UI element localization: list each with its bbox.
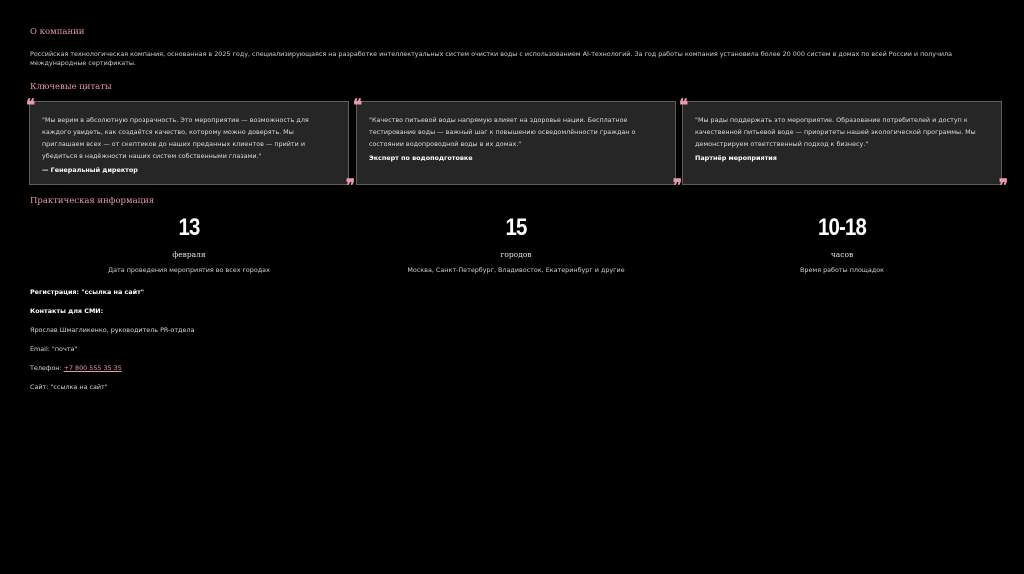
quote-author: Эксперт по водоподготовке (369, 154, 473, 162)
quote-card (26, 96, 355, 196)
registration-line: Регистрация: "ссылка на сайт" (30, 288, 145, 296)
stat-unit: городов (500, 250, 532, 259)
open-quote-icon: ❝ (353, 96, 363, 116)
stat-unit: февраля (172, 250, 206, 259)
stat-date (29, 213, 349, 274)
close-quote-icon: ❞ (998, 176, 1008, 196)
stat-number: 13 (178, 214, 200, 241)
quote-card (679, 96, 1008, 196)
quote-text: "Мы рады поддержать это мероприятие. Образование потребителей и доступ к качественной питьевой воде — приоритеты нашей экологической программы. Мы демонстрируем ответственный подход к бизнесу." (695, 116, 976, 148)
stat-cities (356, 213, 676, 274)
close-quote-icon: ❞ (672, 176, 682, 196)
stat-number: 10-18 (818, 214, 866, 241)
quote-text: "Мы верим в абсолютную прозрачность. Это мероприятие — возможность для каждого увидеть, как создаётся качество, которому можно доверять. Мы приглашаем всех — от скептиков до наших преданных клиентов — прийти и убедиться в надёжности наших систем собственными глазами." (42, 116, 309, 160)
stat-description: Дата проведения мероприятия во всех городах (108, 266, 270, 274)
quote-text: "Качество питьевой воды напрямую влияет на здоровье нации. Бесплатное тестирование воды — важный шаг к повышению осведомлённости граждан о состоянии водопроводной воды в их домах." (369, 116, 636, 148)
quote-card (353, 96, 682, 196)
stat-description: Время работы площадок (800, 266, 884, 274)
quote-author: Партнёр мероприятия (695, 154, 777, 162)
about-description: Российская технологическая компания, основанная в 2025 году, специализирующаяся на разработке интеллектуальных систем очистки воды с использованием AI-технологий. За год работы компания установила более 20 000 систем в домах по всей России и получила международные сертификаты. (30, 50, 952, 67)
practical-section-title: Практическая информация (30, 196, 155, 206)
contact-person: Ярослав Шмагликенко, руководитель PR-отдела (30, 326, 195, 334)
phone-label: Телефон: (30, 364, 64, 372)
open-quote-icon: ❝ (679, 96, 689, 116)
phone-link[interactable]: +7 800 555 35 35 (63, 364, 122, 372)
about-section-title: О компании (30, 27, 85, 37)
stat-unit: часов (830, 250, 854, 259)
contact-email: Email: "почта" (30, 345, 78, 353)
open-quote-icon: ❝ (26, 96, 36, 116)
stat-hours (682, 213, 1002, 274)
contact-phone (30, 364, 122, 372)
media-contacts-title: Контакты для СМИ: (30, 307, 104, 315)
stat-description: Москва, Санкт-Петербург, Владивосток, Екатеринбург и другие (407, 266, 625, 274)
quote-author: — Генеральный директор (42, 166, 138, 174)
contact-site: Сайт: "ссылка на сайт" (30, 383, 108, 391)
close-quote-icon: ❞ (345, 176, 355, 196)
quotes-section-title: Ключевые цитаты (30, 82, 112, 92)
stat-number: 15 (505, 214, 527, 241)
